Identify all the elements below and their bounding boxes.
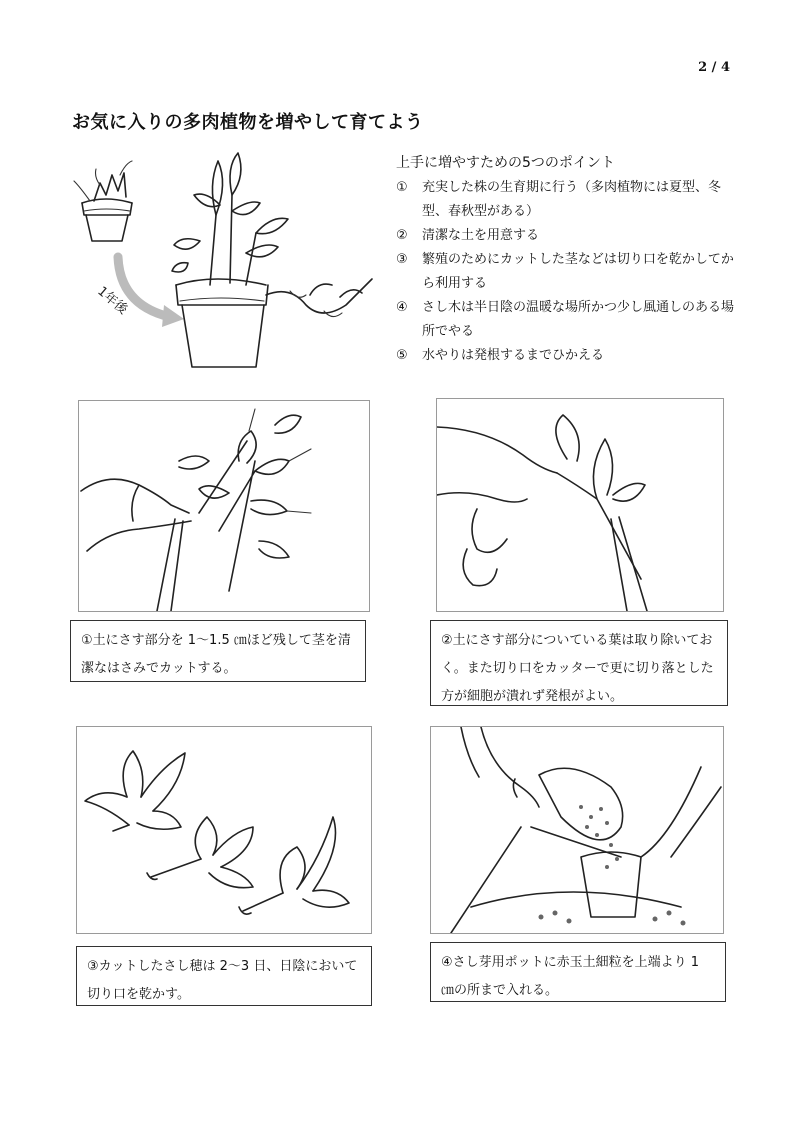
small-pot-illustration <box>74 161 132 241</box>
page-number: 2 / 4 <box>698 60 730 75</box>
tip-item: ① 充実した株の生育期に行う（多肉植物には夏型、冬型、春秋型がある） <box>396 180 722 219</box>
tip-item: ④ さし木は半日陰の温暖な場所かつ少し風通しのある場所でやる <box>396 300 735 339</box>
page-title: お気に入りの多肉植物を増やして育てよう <box>72 112 424 133</box>
step-4-illustration <box>430 726 724 934</box>
intro-illustration <box>60 145 380 375</box>
tips-list <box>396 151 736 368</box>
step-4-caption: ④さし芽用ポットに赤玉土細粒を上端より 1 ㎝の所まで入れる。 <box>430 942 726 1002</box>
step-1-caption: ①土にさす部分を 1～1.5 ㎝ほど残して茎を清潔なはさみでカットする。 <box>70 620 366 682</box>
tip-item: ③ 繁殖のためにカットした茎などは切り口を乾かしてから利用する <box>396 252 734 291</box>
step-2-caption: ②土にさす部分についている葉は取り除いておく。また切り口をカッターで更に切り落とした方が細胞が潰れず発根がよい。 <box>430 620 728 706</box>
intro-label: 1年後 <box>94 284 131 318</box>
step-3-caption: ③カットしたさし穂は 2～3 日、日陰において切り口を乾かす。 <box>76 946 372 1006</box>
step-3-illustration <box>76 726 372 934</box>
tip-item: ② 清潔な土を用意する <box>396 228 540 243</box>
step-1-illustration <box>78 400 370 612</box>
tip-item: ⑤ 水やりは発根するまでひかえる <box>396 348 605 363</box>
large-pot-illustration <box>172 153 372 367</box>
tips-heading: 上手に増やすための5つのポイント <box>396 155 615 171</box>
step-2-illustration <box>436 398 724 612</box>
